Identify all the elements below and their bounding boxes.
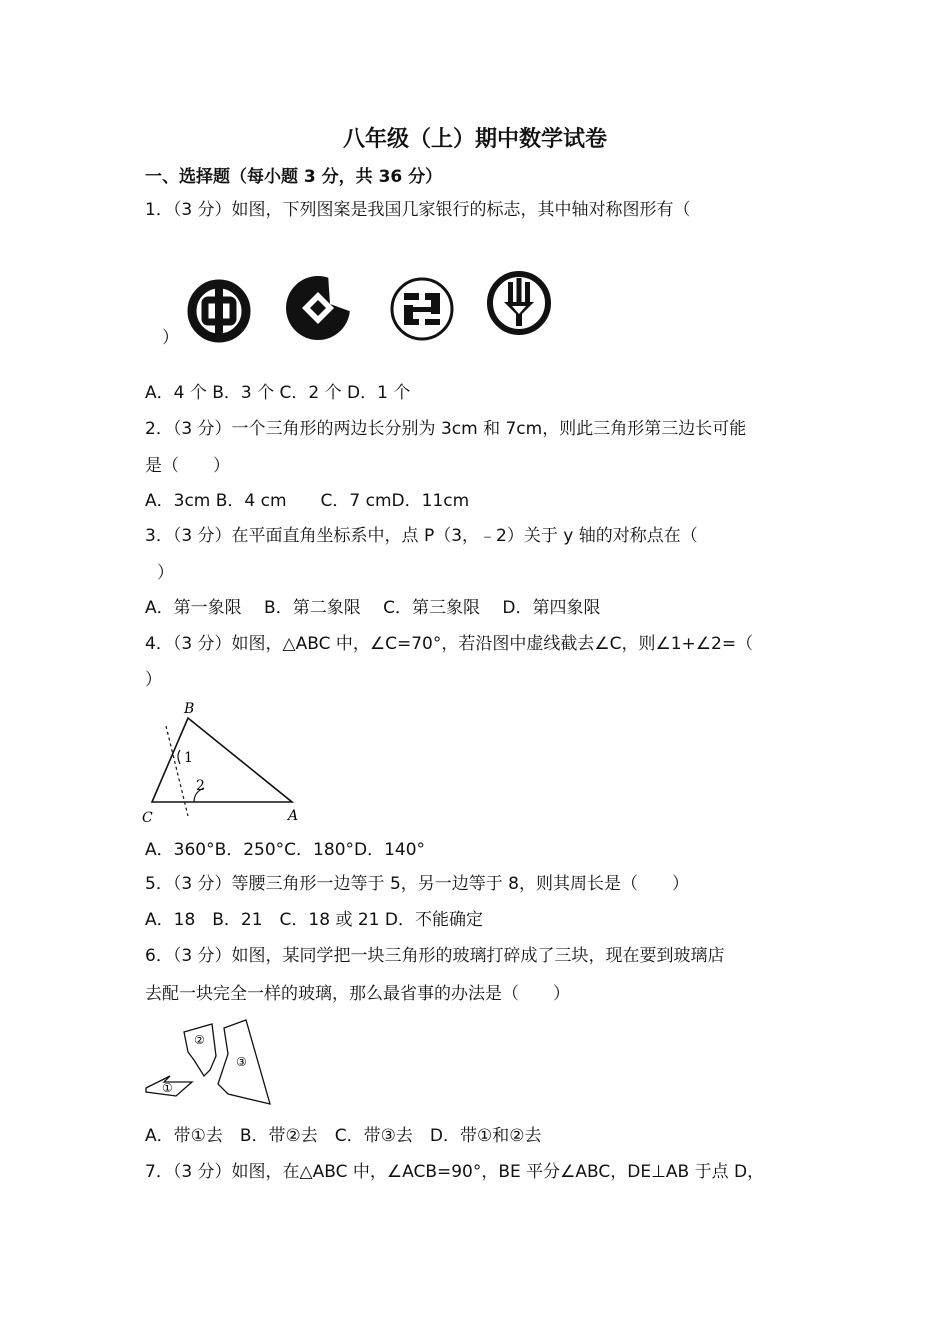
question-3-text: 3．（3 分）在平面直角坐标系中，点 P（3，﹣2）关于 y 轴的对称点在（ [145, 526, 698, 546]
question-5-text: 5．（3 分）等腰三角形一边等于 5，另一边等于 8，则其周长是（ ） [145, 874, 689, 894]
question-4-text-cont: ） [145, 670, 162, 690]
triangle-abc-figure [138, 698, 308, 828]
question-5-options: A．18 B．21 C．18 或 21 D．不能确定 [145, 910, 483, 930]
question-7-text: 7．（3 分）如图，在△ABC 中，∠ACB=90°，BE 平分∠ABC，DE⊥AB 于点 D， [145, 1162, 765, 1182]
piece-2-label: ② [194, 1033, 205, 1047]
piece-3-label: ③ [236, 1055, 247, 1069]
question-1-close: ） [162, 328, 179, 348]
vertex-b-label: B [184, 701, 195, 717]
question-1-options: A．4 个 B．3 个 C．2 个 D．1 个 [145, 383, 411, 403]
construction-bank-logo-icon [284, 274, 352, 342]
section-heading: 一、选择题（每小题 3 分，共 36 分） [145, 167, 443, 187]
question-6-text-cont: 去配一块完全一样的玻璃，那么最省事的办法是（ ） [145, 984, 570, 1004]
bank-of-china-logo-icon [186, 278, 252, 344]
question-6-options: A．带①去 B．带②去 C．带③去 D．带①和②去 [145, 1126, 542, 1146]
industrial-commercial-bank-logo-icon [389, 276, 455, 342]
question-2-text-cont: 是（ ） [145, 456, 230, 476]
question-4-text: 4．（3 分）如图，△ABC 中，∠C=70°，若沿图中虚线截去∠C，则∠1+∠2=（ [145, 634, 754, 654]
broken-glass-figure [140, 1014, 280, 1110]
question-2-options: A．3cm B．4 cm C．7 cmD．11cm [145, 491, 470, 511]
question-1-text: 1．（3 分）如图，下列图案是我国几家银行的标志，其中轴对称图形有（ [145, 200, 691, 220]
piece-1-label: ① [162, 1081, 173, 1095]
vertex-c-label: C [142, 810, 153, 826]
vertex-a-label: A [288, 808, 299, 824]
angle-2-label: 2 [196, 778, 205, 794]
angle-1-label: 1 [184, 750, 193, 766]
question-2-text: 2．（3 分）一个三角形的两边长分别为 3cm 和 7cm，则此三角形第三边长可能 [145, 419, 747, 439]
question-3-text-cont: ） [157, 563, 174, 583]
page-title: 八年级（上）期中数学试卷 [342, 126, 607, 152]
question-6-text: 6．（3 分）如图，某同学把一块三角形的玻璃打碎成了三块，现在要到玻璃店 [145, 946, 725, 966]
question-3-options: A．第一象限 B．第二象限 C．第三象限 D．第四象限 [145, 598, 601, 618]
question-4-options: A．360°B．250°C．180°D．140° [145, 840, 426, 860]
agricultural-bank-logo-icon [486, 270, 552, 336]
